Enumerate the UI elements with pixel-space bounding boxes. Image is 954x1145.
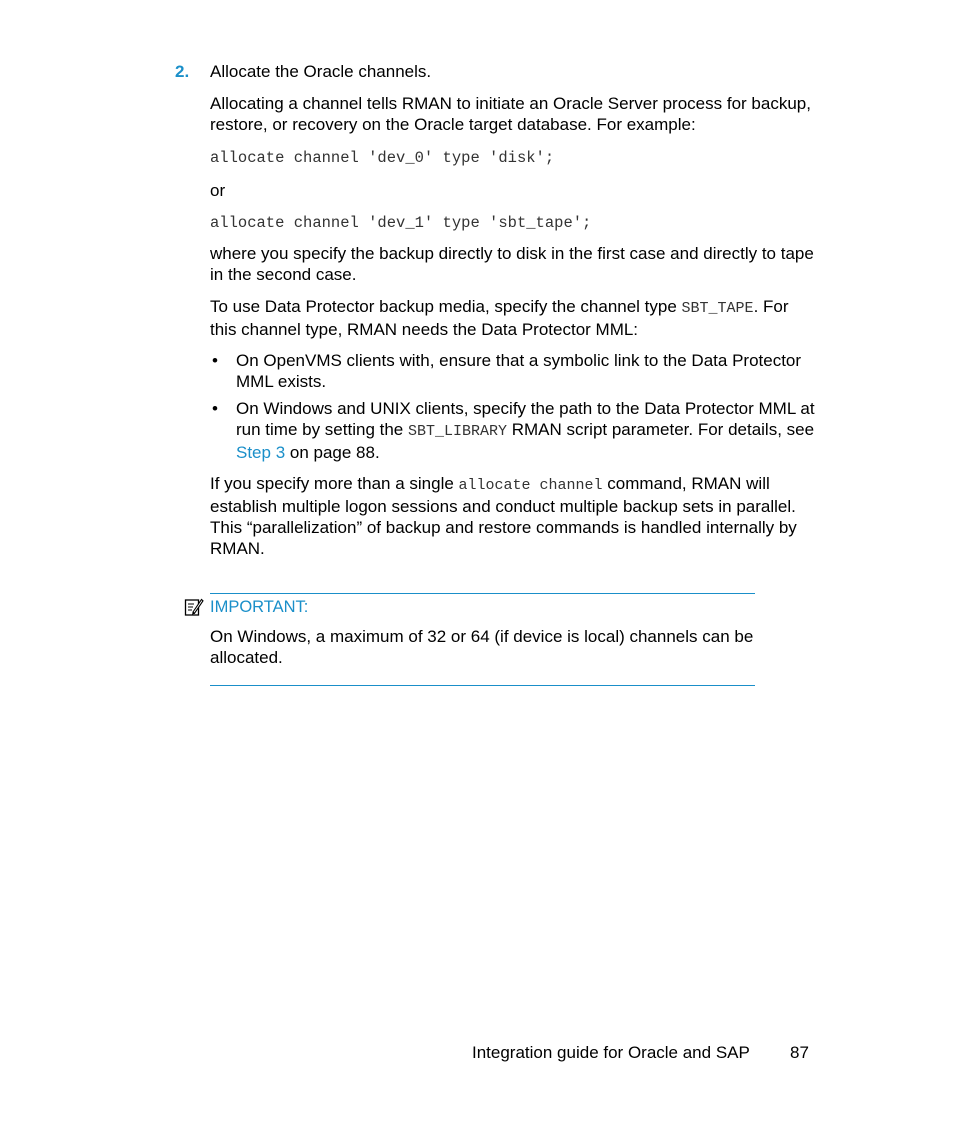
or-text: or [210, 181, 226, 200]
parallel-paragraph [210, 473, 816, 559]
media-text-after: . For this channel type, RMAN needs the Data Protector MML: [210, 297, 789, 339]
bullet-marker-1: • [212, 351, 218, 370]
code-example-disk: allocate channel 'dev_0' type 'disk'; [210, 149, 555, 167]
important-text: On Windows, a maximum of 32 or 64 (if device is local) channels can be allocated. [210, 627, 754, 667]
step-number: 2. [175, 62, 190, 81]
bullet2-text-before: On Windows and UNIX clients, specify the path to the Data Protector MML at run time by setting the [236, 399, 815, 439]
sbt-tape-code: SBT_TAPE [681, 300, 754, 317]
allocate-channel-code: allocate channel [458, 477, 603, 494]
step-title: Allocate the Oracle channels. [210, 62, 432, 81]
footer-title: Integration guide for Oracle and SAP [472, 1043, 750, 1062]
step-3-link[interactable]: Step 3 [236, 443, 286, 462]
important-note-icon [184, 597, 204, 617]
page-number: 87 [790, 1043, 809, 1062]
code-example-tape: allocate channel 'dev_1' type 'sbt_tape'; [210, 214, 592, 232]
parallel-text-after: command, RMAN will establish multiple logon sessions and conduct multiple backup sets in parallel. This “parallelization” of backup and restore commands is handled internally by RMAN. [210, 474, 797, 558]
media-paragraph [210, 296, 816, 340]
bullet-marker-2: • [212, 399, 218, 418]
bullet-item-windows-unix [236, 398, 816, 463]
important-top-rule [210, 593, 755, 594]
bullet2-text-after: on page 88. [285, 443, 380, 462]
explain-paragraph: where you specify the backup directly to disk in the first case and directly to tape in the second case. [210, 244, 814, 284]
important-label: IMPORTANT: [210, 598, 309, 616]
parallel-text-before: If you specify more than a single [210, 474, 459, 493]
sbt-library-code: SBT_LIBRARY [407, 423, 508, 440]
media-text-before: To use Data Protector backup media, specify the channel type [210, 297, 682, 316]
bullet-item-openvms: On OpenVMS clients with, ensure that a symbolic link to the Data Protector MML exists. [236, 351, 802, 391]
important-bottom-rule [210, 685, 755, 686]
intro-paragraph: Allocating a channel tells RMAN to initiate an Oracle Server process for backup, restore, or recovery on the Oracle target database. For example: [210, 94, 811, 134]
bullet2-text-middle: RMAN script parameter. For details, see [507, 420, 815, 439]
